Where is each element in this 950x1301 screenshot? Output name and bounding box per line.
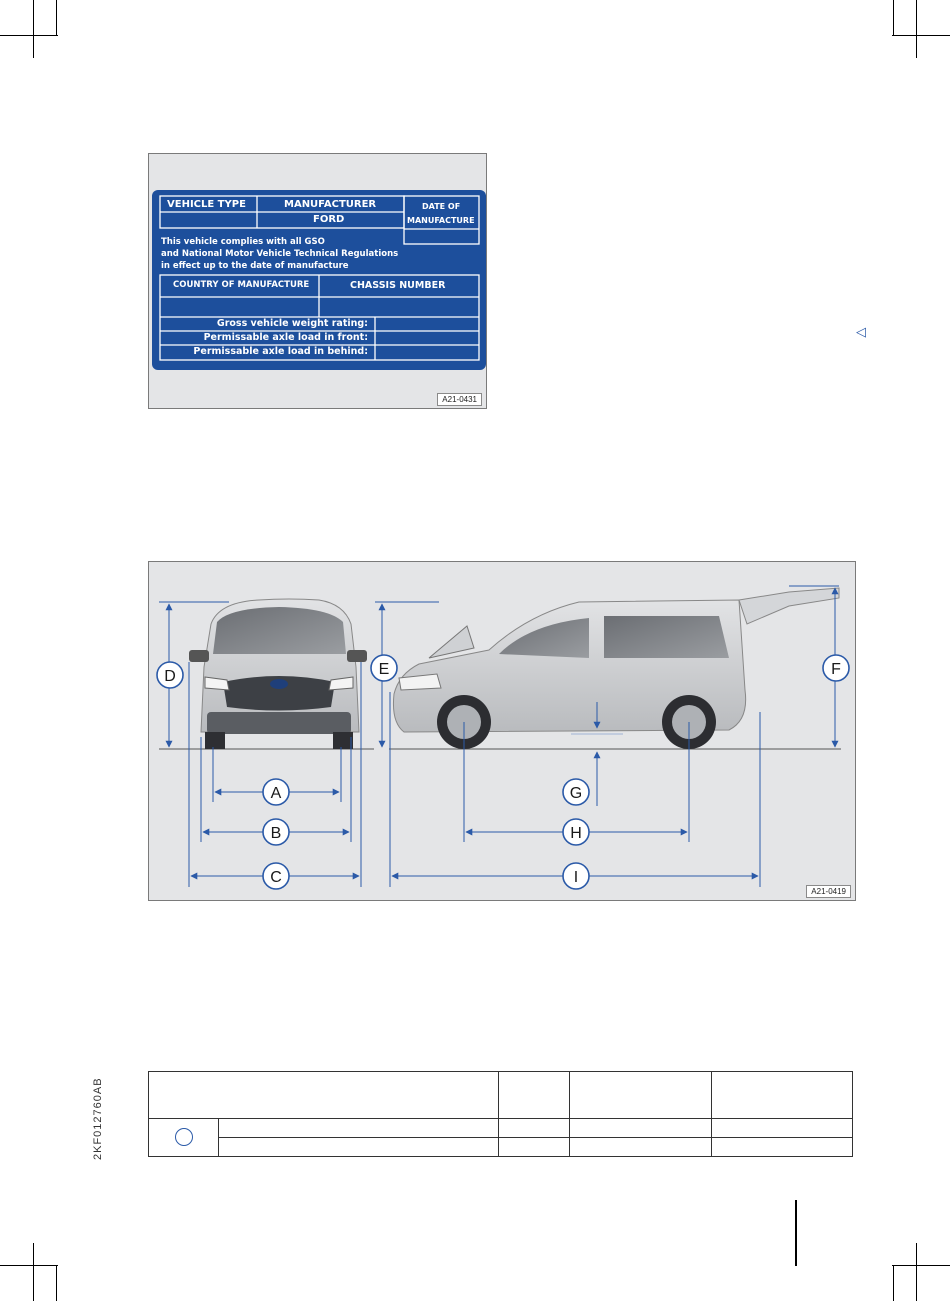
crop-mark-br-v2 [893,1265,894,1301]
section-end-marker: ◁ [856,324,866,339]
plate-compliance-3: in effect up to the date of manufacture [161,261,349,271]
crop-mark-tr-v2 [893,0,894,36]
plate-date-label-2: MANUFACTURE [407,216,475,225]
plate-gross-label: Gross vehicle weight rating: [216,318,368,329]
table-header-row [149,1072,853,1119]
table-marker-cell [149,1119,219,1157]
document-side-code: 2KF012760AB [92,1077,104,1160]
dimension-label-c: C [270,869,282,886]
specification-table [148,1071,853,1157]
crop-mark-tr-v [916,0,917,58]
dimension-label-i: I [573,869,579,886]
plate-country-label: COUNTRY OF MANUFACTURE [173,280,310,290]
table-row [149,1119,853,1138]
table-cell [219,1138,499,1157]
crop-mark-tl-v2 [56,0,57,36]
plate-manufacturer-label: MANUFACTURER [284,199,377,210]
plate-compliance-2: and National Motor Vehicle Technical Regulations [161,249,399,259]
plate-vehicle-type-label: VEHICLE TYPE [167,199,246,210]
plate-manufacturer-value: FORD [313,214,345,225]
plate-date-label-1: DATE OF [422,202,461,211]
van-side-view [393,588,839,749]
crop-mark-bl-h [0,1265,58,1266]
plate-front-label: Permissable axle load in front: [203,332,368,343]
plate-figure-code: A21-0431 [437,393,482,406]
dimension-label-f: F [831,661,841,678]
crop-mark-bl-v [33,1243,34,1301]
table-cell [712,1138,853,1157]
dimension-label-d: D [164,668,176,685]
table-header-cell [499,1072,570,1119]
plate-behind-label: Permissable axle load in behind: [193,346,368,357]
crop-mark-tr-h [892,35,950,36]
circle-marker-icon [175,1128,193,1146]
vehicle-dimensions-figure [148,561,856,901]
plate-chassis-label: CHASSIS NUMBER [350,280,446,291]
table-header-cell [570,1072,712,1119]
dimension-label-g: G [569,785,583,802]
table-cell [570,1138,712,1157]
table-header-cell [149,1072,499,1119]
vehicle-plate-figure [148,153,487,409]
crop-mark-bl-v2 [56,1265,57,1301]
table-cell [712,1119,853,1138]
vehicle-dimensions-graphic [149,562,855,900]
crop-mark-tl-v [33,0,34,58]
dims-figure-code: A21-0419 [806,885,851,898]
crop-mark-br-v [916,1243,917,1301]
table-cell [499,1138,570,1157]
dimension-label-b: B [270,825,282,842]
crop-mark-br-h [892,1265,950,1266]
table-cell [219,1119,499,1138]
table-cell [499,1119,570,1138]
dimension-label-e: E [378,661,390,678]
dimension-label-h: H [570,825,582,842]
plate-compliance-1: This vehicle complies with all GSO [161,237,325,247]
table-cell [570,1119,712,1138]
table-row [149,1138,853,1157]
page-margin-rule [795,1200,797,1266]
table-header-cell [712,1072,853,1119]
dimension-label-a: A [270,785,282,802]
crop-mark-tl-h [0,35,58,36]
van-front-view [189,599,367,749]
